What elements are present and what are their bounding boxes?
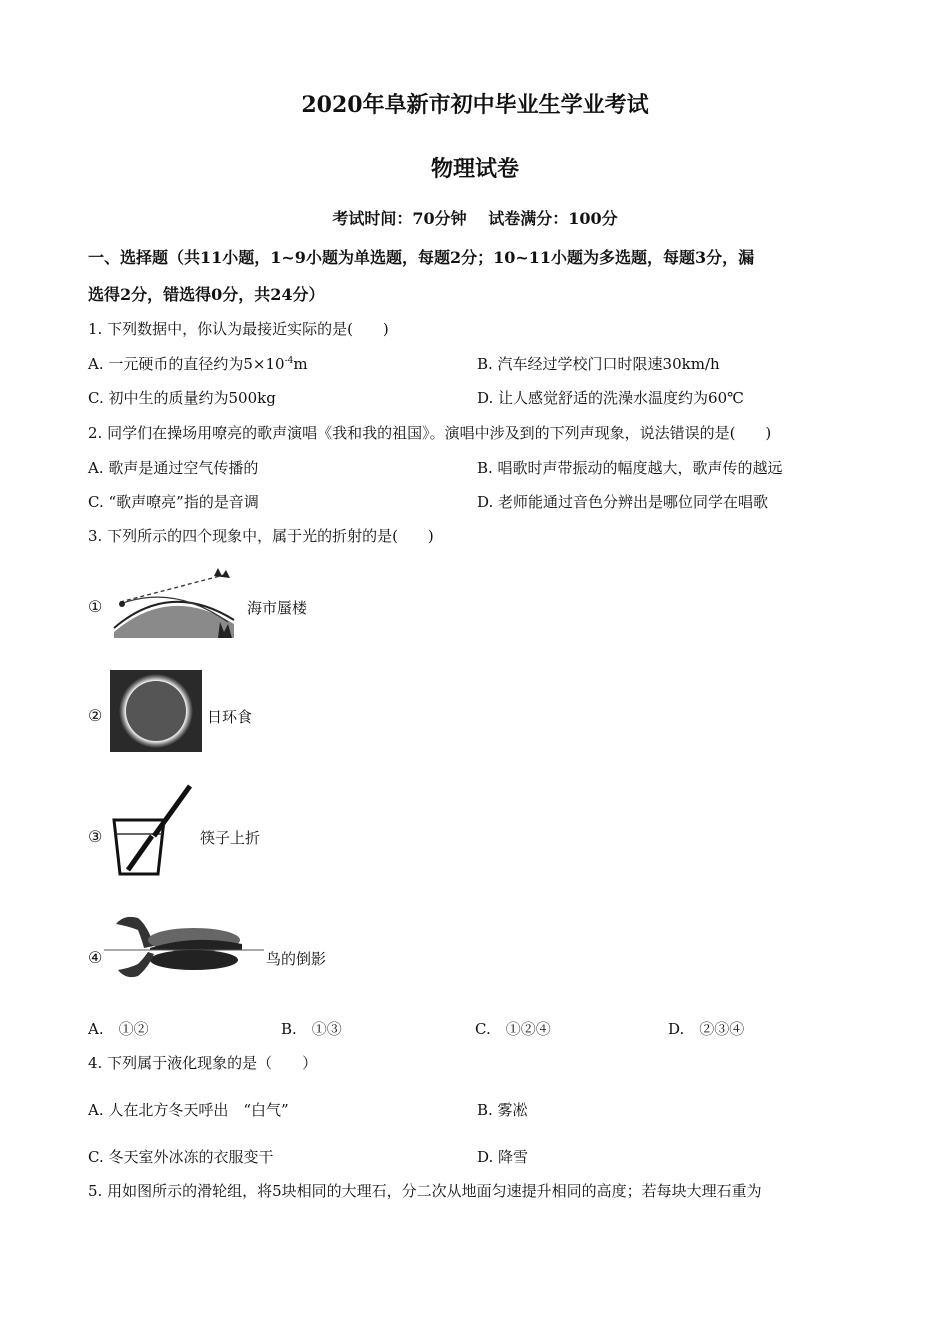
exam-info: 考试时间：70分钟 试卷满分：100分 [332,209,618,228]
question-4-option-c: C. 冬天室外冰冻的衣服变干 [88,1148,274,1166]
question-4-stem: 4. 下列属于液化现象的是（ ） [88,1054,318,1072]
option-a-text: A. 一元硬币的直径约为5×10 [88,355,285,373]
question-5-stem: 5. 用如图所示的滑轮组，将5块相同的大理石，分二次从地面匀速提升相同的高度；若每块大理石重为 [88,1182,762,1200]
question-2-option-c: C. “歌声嘹亮”指的是音调 [88,493,259,511]
section-heading-line2: 选得2分，错选得0分，共24分） [88,285,325,304]
bird-reflection-illustration [104,906,264,990]
question-3-stem: 3. 下列所示的四个现象中，属于光的折射的是( ) [88,527,434,545]
section-heading-line1: 一、选择题（共11小题，1~9小题为单选题，每题2分；10~11小题为多选题，每题3分，漏 [88,248,755,267]
question-3-option-d: D. ②③④ [668,1020,745,1038]
question-4-option-d: D. 降雪 [477,1148,529,1166]
page-title: 2020年阜新市初中毕业生学业考试 [301,92,649,118]
question-3-option-c: C. ①②④ [475,1020,551,1038]
question-1-option-a [88,353,308,374]
question-1-option-c: C. 初中生的质量约为500kg [88,389,276,407]
item-number-4: ④ [88,948,103,967]
unit: m [293,355,308,373]
exponent: -4 [284,356,294,366]
question-4-option-a: A. 人在北方冬天呼出 “白气” [88,1101,289,1119]
question-2-option-d: D. 老师能通过音色分辨出是哪位同学在唱歌 [477,493,769,511]
item-caption-4: 鸟的倒影 [266,950,327,968]
question-4-option-b: B. 雾凇 [477,1101,528,1119]
question-3-option-a: A. ①② [88,1020,149,1038]
question-1-option-b: B. 汽车经过学校门口时限速30km/h [477,355,720,373]
item-caption-2: 日环食 [207,708,253,726]
item-number-2: ② [88,706,103,725]
question-2-option-a: A. 歌声是通过空气传播的 [88,459,259,477]
question-2-option-b: B. 唱歌时声带振动的幅度越大，歌声传的越远 [477,459,783,477]
question-1-option-d: D. 让人感觉舒适的洗澡水温度约为60℃ [477,389,744,407]
annular-eclipse-photo [110,670,202,752]
item-number-1: ① [88,597,103,616]
item-caption-1: 海市蜃楼 [247,599,308,617]
question-1-stem: 1. 下列数据中，你认为最接近实际的是( ) [88,320,389,338]
mirage-illustration [110,566,240,642]
chopstick-in-glass-illustration [108,784,198,878]
question-3-option-b: B. ①③ [281,1020,342,1038]
paper-subtitle: 物理试卷 [430,156,519,182]
item-number-3: ③ [88,827,103,846]
question-2-stem: 2. 同学们在操场用嘹亮的歌声演唱《我和我的祖国》。演唱中涉及到的下列声现象，说法错误的是( ) [88,424,772,442]
item-caption-3: 筷子上折 [200,829,261,847]
